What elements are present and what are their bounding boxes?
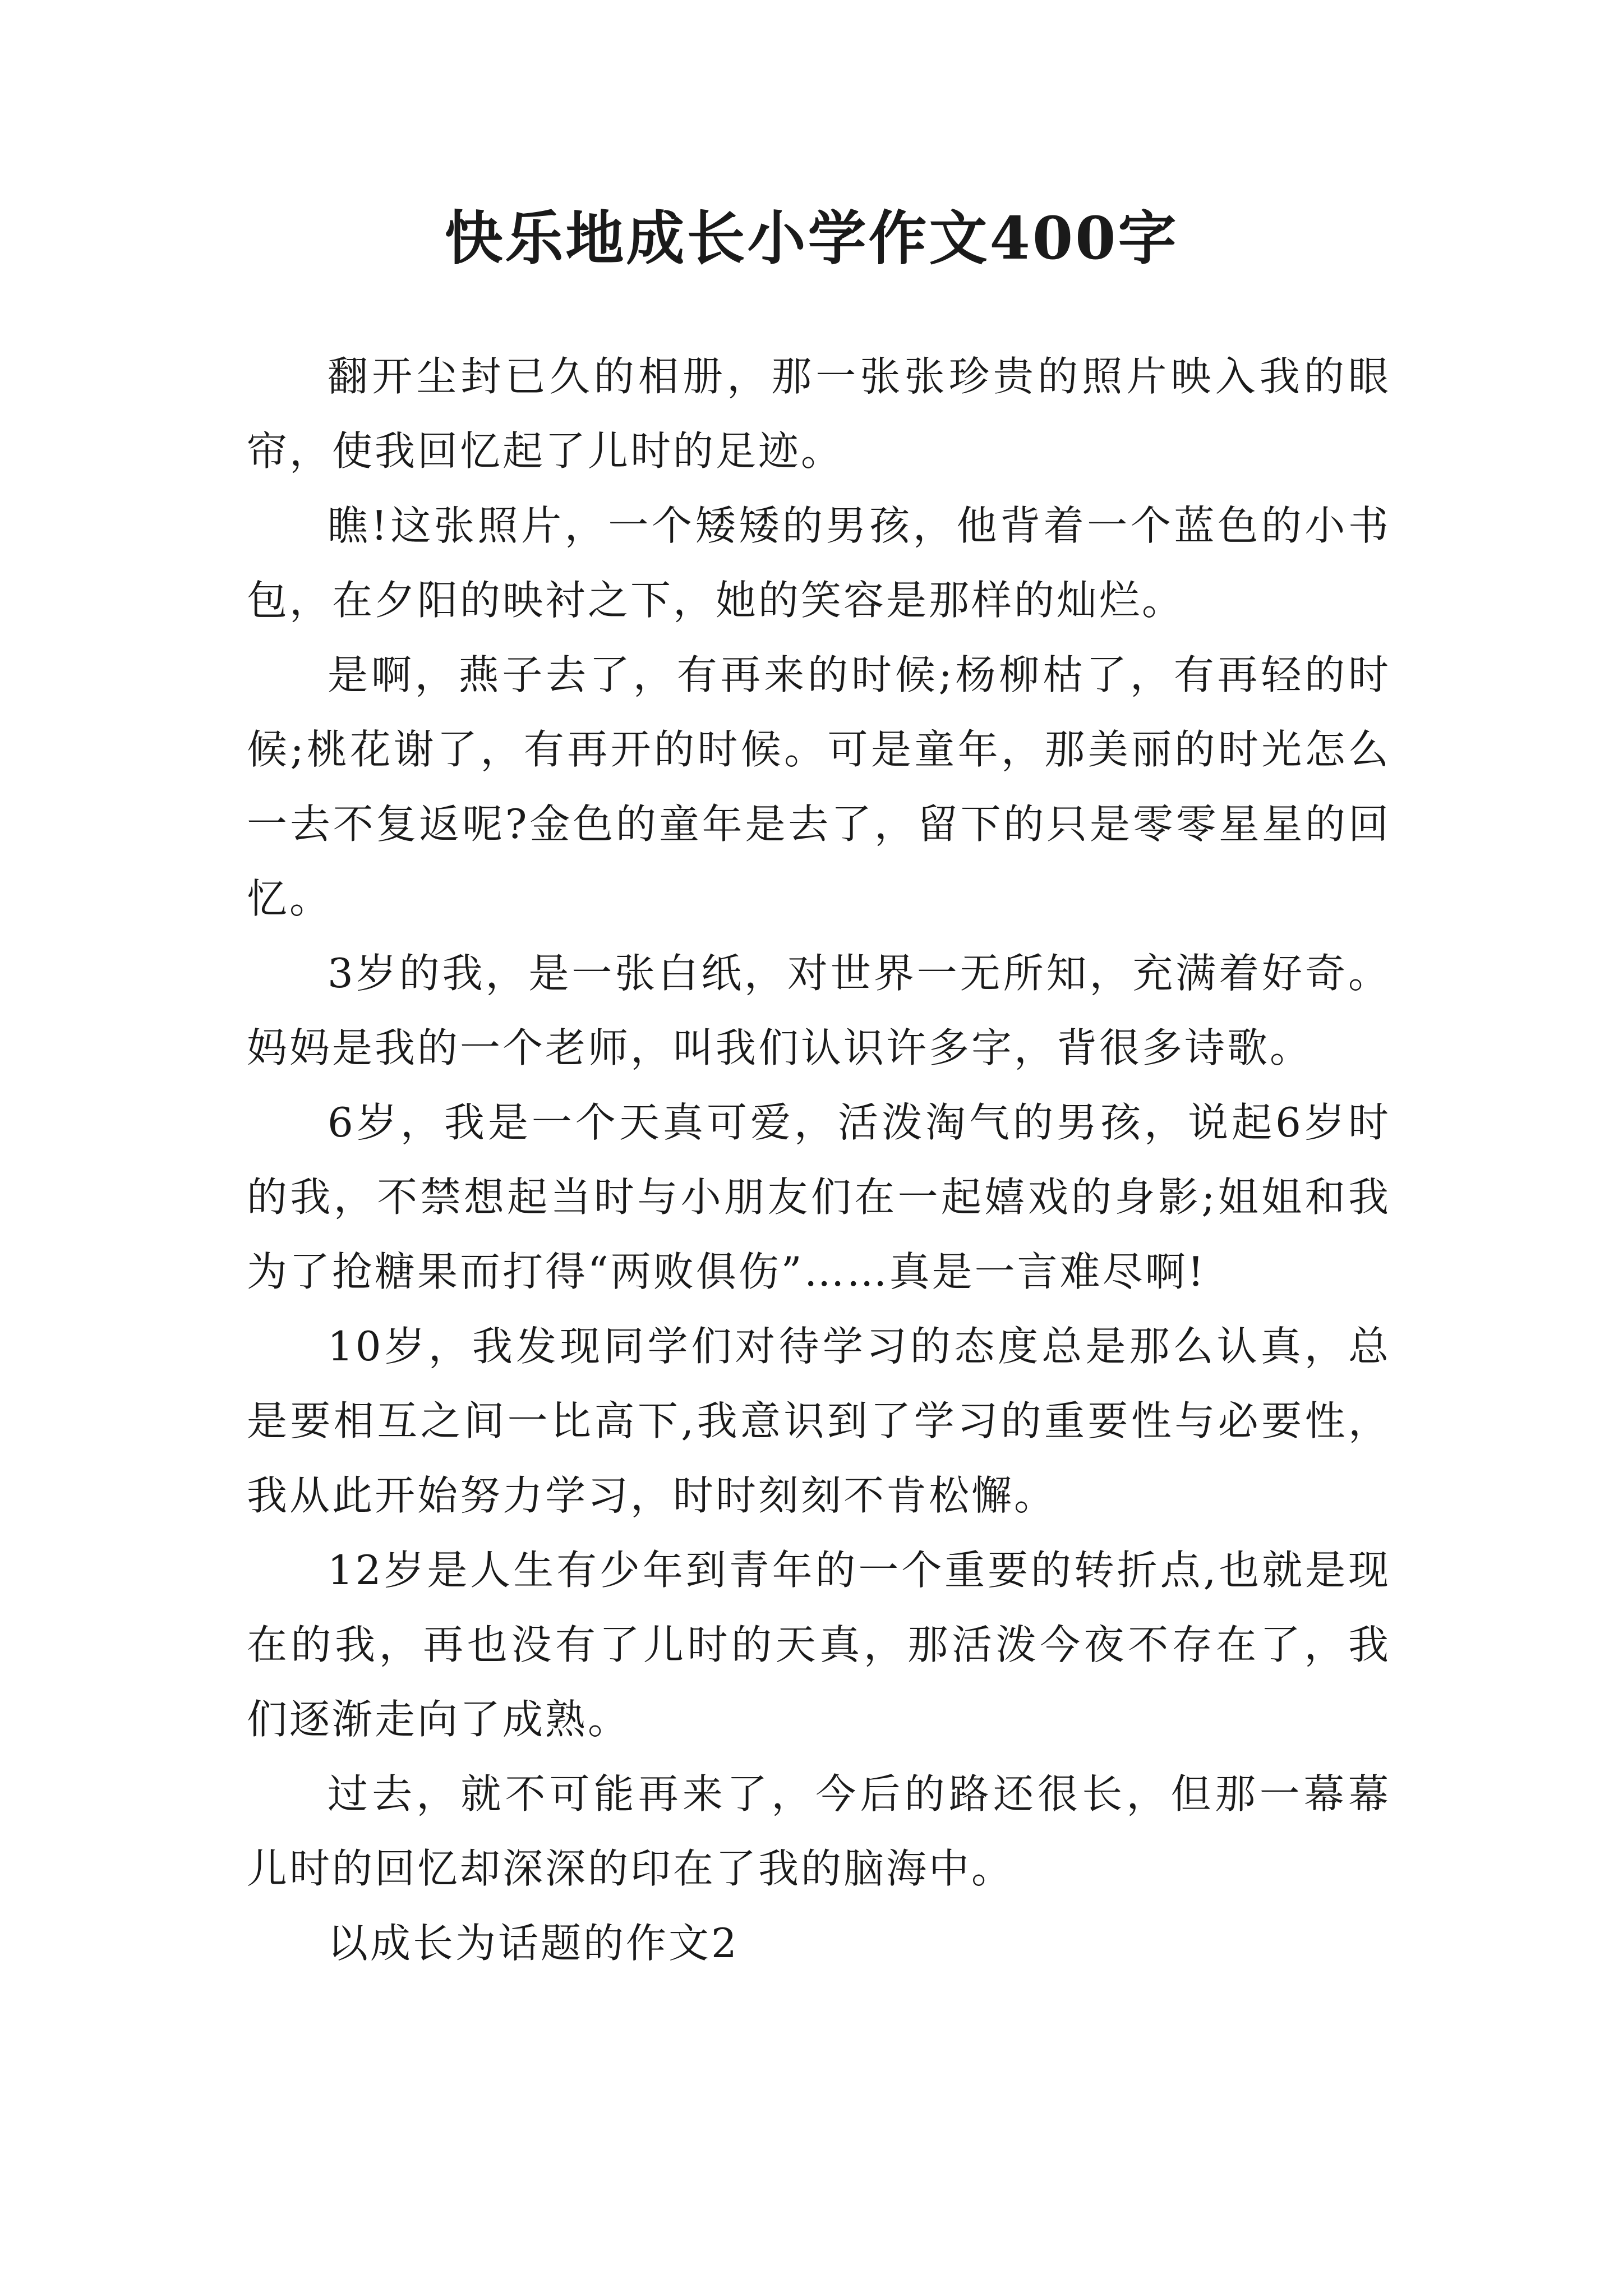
- paragraph: 12岁是人生有少年到青年的一个重要的转折点,也就是现在的我，再也没有了儿时的天真，那活泼今夜不存在了，我们逐渐走向了成熟。: [247, 1547, 1391, 1743]
- document-body: [247, 339, 1391, 1981]
- section-heading: 以成长为话题的作文2: [328, 1920, 739, 1967]
- paragraph: 翻开尘封已久的相册，那一张张珍贵的照片映入我的眼帘，使我回忆起了儿时的足迹。: [247, 353, 1391, 475]
- paragraph: 10岁，我发现同学们对待学习的态度总是那么认真，总是要相互之间一比高下,我意识到了学习的重要性与必要性，我从此开始努力学习，时时刻刻不肯松懈。: [247, 1323, 1391, 1519]
- paragraph: 过去，就不可能再来了，今后的路还很长，但那一幕幕儿时的回忆却深深的印在了我的脑海中。: [247, 1770, 1391, 1892]
- paragraph: 瞧!这张照片，一个矮矮的男孩，他背着一个蓝色的小书包，在夕阳的映衬之下，她的笑容是那样的灿烂。: [247, 502, 1391, 624]
- paragraph: 3岁的我，是一张白纸，对世界一无所知，充满着好奇。妈妈是我的一个老师，叫我们认识许多字，背很多诗歌。: [247, 950, 1391, 1071]
- document-title: 快乐地成长小学作文400字: [444, 204, 1179, 273]
- paragraph: 6岁，我是一个天真可爱，活泼淘气的男孩，说起6岁时的我，不禁想起当时与小朋友们在一起嬉戏的身影;姐姐和我为了抢糖果而打得“两败俱伤”……真是一言难尽啊!: [247, 1099, 1391, 1295]
- paragraph: 是啊，燕子去了，有再来的时候;杨柳枯了，有再轻的时候;桃花谢了，有再开的时候。可是童年，那美丽的时光怎么一去不复返呢?金色的童年是去了，留下的只是零零星星的回忆。: [247, 651, 1391, 922]
